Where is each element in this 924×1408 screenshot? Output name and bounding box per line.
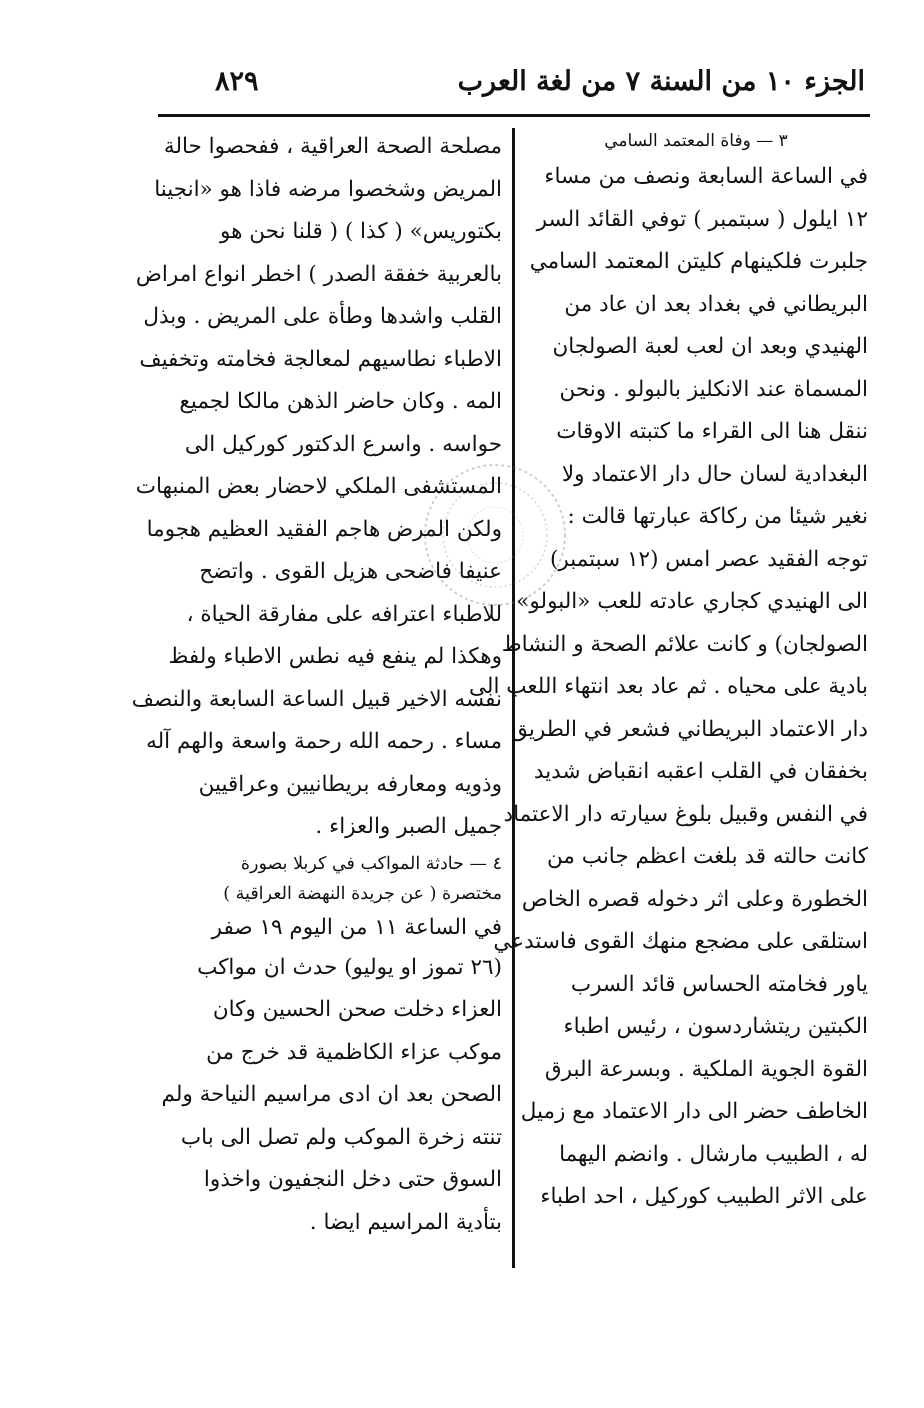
text-line: دار الاعتماد البريطاني فشعر في الطريق	[511, 716, 868, 742]
text-line: الاطباء نطاسيهم لمعالجة فخامته وتخفيف	[139, 346, 502, 372]
text-line: بتأدية المراسيم ايضا .	[309, 1209, 502, 1235]
text-line: كانت حالته قد بلغت اعظم جانب من	[546, 844, 868, 869]
text-line: عنيفا فاضحى هزيل القوى . واتضح	[199, 559, 502, 584]
section-heading-4-cont: مختصرة ( عن جريدة النهضة العراقية )	[223, 883, 502, 904]
text-line: بادية على محياه . ثم عاد بعد انتهاء اللعب الى	[469, 674, 868, 699]
text-line: وهكذا لم ينفع فيه نطس الاطباء ولفظ	[168, 644, 502, 669]
text-line: على الاثر الطبيب كوركيل ، احد اطباء	[540, 1184, 868, 1209]
text-line: الى الهنيدي كجاري عادته للعب «البولو»	[516, 589, 868, 614]
text-line: وذويه ومعارفه بريطانيين وعراقيين	[198, 771, 502, 797]
header-rule	[158, 114, 870, 117]
text-line: جلبرت فلكينهام كليتن المعتمد السامي	[529, 249, 868, 274]
text-line: حواسه . واسرع الدكتور كوركيل الى	[184, 431, 502, 457]
text-line: تنته زخرة الموكب ولم تصل الى باب	[180, 1124, 502, 1150]
text-line: (٢٦ تموز او يوليو) حدث ان مواكب	[197, 954, 502, 980]
text-line: ولكن المرض هاجم الفقيد العظيم هجوما	[146, 516, 502, 542]
page-number: ٨٢٩	[215, 66, 259, 97]
text-line: الكبتين ريتشاردسون ، رئيس اطباء	[563, 1014, 868, 1039]
text-line: للاطباء اعترافه على مفارقة الحياة ،	[186, 601, 502, 627]
text-line: ١٢ ايلول ( سبتمبر ) توفي القائد السر	[536, 206, 868, 232]
text-line: جميل الصبر والعزاء .	[315, 814, 502, 839]
text-line: العزاء دخلت صحن الحسين وكان	[212, 997, 502, 1022]
text-line: المه . وكان حاضر الذهن مالكا لجميع	[179, 389, 502, 414]
text-line: القلب واشدها وطأة على المريض . وبذل	[143, 304, 502, 329]
text-line: استلقى على مضجع منهك القوى فاستدعي	[493, 929, 868, 954]
running-head	[175, 62, 865, 106]
text-line: الصحن بعد ان ادى مراسيم النياحة ولم	[161, 1082, 502, 1107]
right-column	[469, 126, 868, 1266]
text-line: ياور فخامته الحساس قائد السرب	[570, 971, 868, 997]
text-line: له ، الطبيب مارشال . وانضم اليهما	[559, 1141, 868, 1167]
text-line: القوة الجوية الملكية . وبسرعة البرق	[544, 1056, 868, 1082]
text-line: السوق حتى دخل النجفيون واخذوا	[203, 1167, 502, 1192]
text-line: البريطاني في بغداد بعد ان عاد من	[564, 291, 868, 317]
section-heading-3: ٣ — وفاة المعتمد السامي	[604, 131, 788, 151]
text-line: بخفقان في القلب اعقبه انقباض شديد	[533, 759, 868, 784]
text-line: موكب عزاء الكاظمية قد خرج من	[206, 1039, 502, 1065]
text-line: البغدادية لسان حال دار الاعتماد ولا	[561, 461, 868, 487]
text-line: المسماة عند الانكليز بالبولو . ونحن	[559, 376, 868, 402]
text-line: الهنيدي وبعد ان لعب لعبة الصولجان	[552, 334, 868, 359]
text-line: الخطورة وعلى اثر دخوله قصره الخاص	[521, 886, 868, 912]
left-column	[131, 126, 502, 1266]
text-line: ننقل هنا الى القراء ما كتبته الاوقات	[556, 419, 868, 444]
text-line: بكتوريس» ( كذا ) ( قلنا نحن هو	[220, 219, 502, 244]
section-heading-4: ٤ — حادثة المواكب في كربلا بصورة	[240, 853, 502, 874]
text-line: نفسه الاخير قبيل الساعة السابعة والنصف	[131, 686, 502, 712]
text-line: الصولجان) و كانت علائم الصحة و النشاط	[501, 631, 868, 657]
text-line: الخاطف حضر الى دار الاعتماد مع زميل	[520, 1099, 868, 1124]
text-line: مصلحة الصحة العراقية ، ففحصوا حالة	[163, 134, 502, 159]
text-line: توجه الفقيد عصر امس (١٢ سبتمبر)	[549, 546, 868, 572]
text-line: في الساعة ١١ من اليوم ١٩ صفر	[211, 914, 502, 940]
text-line: المريض وشخصوا مرضه فاذا هو «انجينا	[154, 176, 502, 202]
journal-header-title: الجزء ١٠ من السنة ٧ من لغة العرب	[457, 66, 865, 97]
text-line: المستشفى الملكي لاحضار بعض المنبهات	[135, 474, 502, 499]
text-line: بالعربية خفقة الصدر ) اخطر انواع امراض	[135, 261, 502, 287]
text-line: مساء . رحمه الله رحمة واسعة والهم آله	[146, 729, 502, 754]
text-line: نغير شيئا من ركاكة عبارتها قالت :	[567, 504, 868, 529]
text-line: في النفس وقبيل بلوغ سيارته دار الاعتماد	[503, 801, 868, 827]
text-line: في الساعة السابعة ونصف من مساء	[544, 164, 868, 189]
